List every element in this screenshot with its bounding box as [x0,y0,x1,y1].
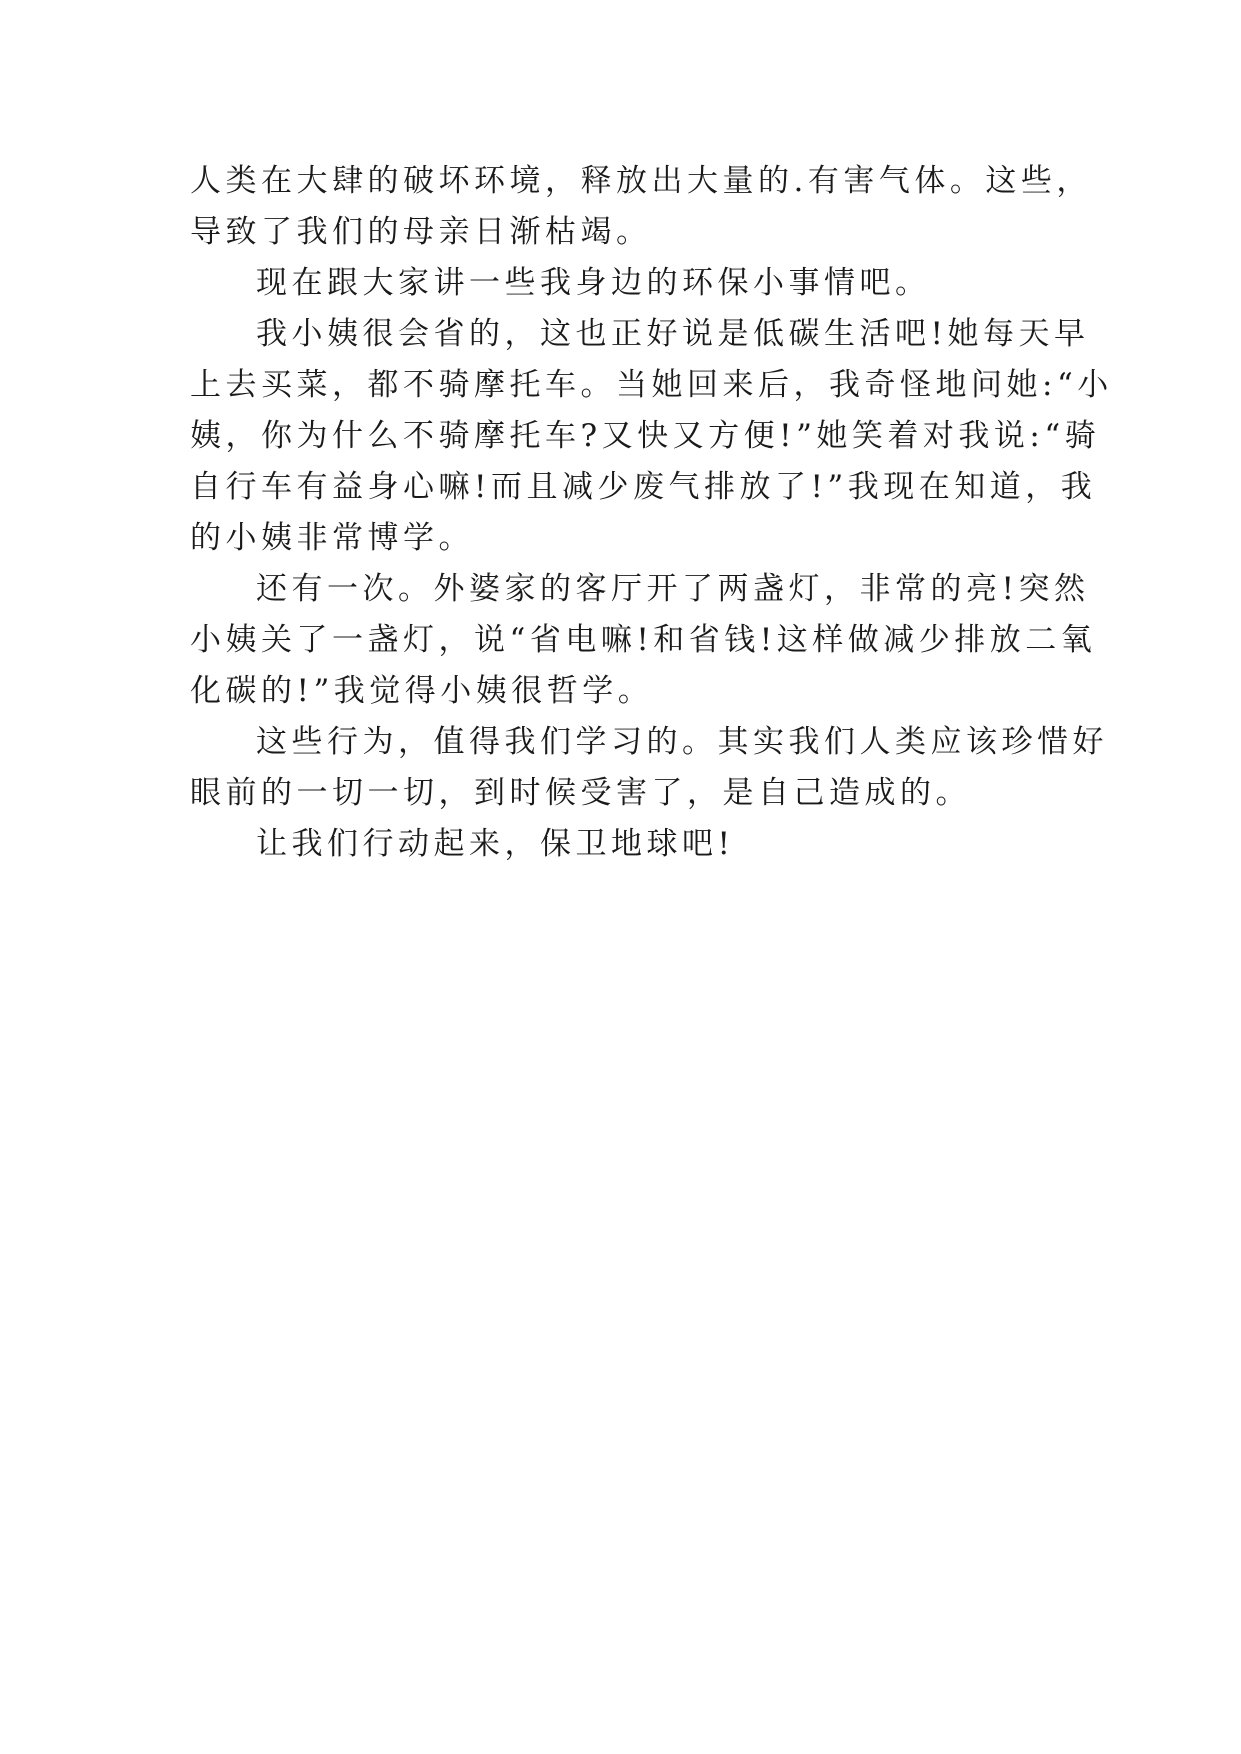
text-line: 上去买菜，都不骑摩托车。当她回来后，我奇怪地问她:“小 [190,367,1113,403]
paragraph-4 [190,564,1097,717]
text-line: 人类在大肆的破坏环境，释放出大量的.有害气体。这些， [190,163,1092,199]
paragraph-5 [190,717,1108,819]
text-line: 我小姨很会省的，这也正好说是低碳生活吧!她每天早 [256,316,1090,352]
text-line: 化碳的!”我觉得小姨很哲学。 [190,673,654,709]
text-line: 这些行为，值得我们学习的。其实我们人类应该珍惜好 [256,724,1108,760]
paragraph-2 [190,258,1060,309]
document-body [190,156,1113,870]
paragraph-3 [190,309,1113,564]
text-line: 自行车有益身心嘛!而且减少废气排放了!”我现在知道，我 [190,469,1097,505]
text-line: 姨，你为什么不骑摩托车?又快又方便!”她笑着对我说:“骑 [190,418,1101,454]
text-line: 导致了我们的母亲日渐枯竭。 [190,214,652,250]
paragraph-1 [190,156,1092,258]
text-line: 的小姨非常博学。 [190,520,474,556]
text-line: 还有一次。外婆家的客厅开了两盏灯，非常的亮!突然 [256,571,1090,607]
text-line: 眼前的一切一切，到时候受害了，是自己造成的。 [190,775,971,811]
text-line: 让我们行动起来，保卫地球吧! [256,826,735,862]
text-line: 小姨关了一盏灯，说“省电嘛!和省钱!这样做减少排放二氧 [190,622,1097,658]
text-line: 现在跟大家讲一些我身边的环保小事情吧。 [256,265,931,301]
paragraph-6 [190,819,1060,870]
